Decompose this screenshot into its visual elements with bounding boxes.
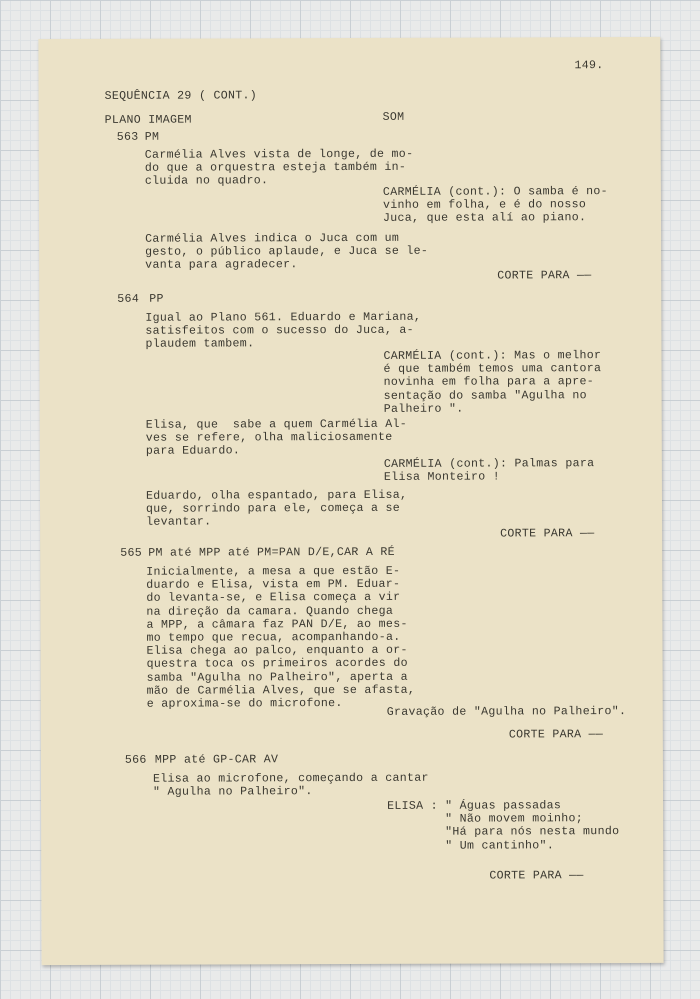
shot-563-heading: PM <box>144 130 160 144</box>
shot-565-transition: CORTE PARA —— <box>508 728 604 742</box>
shot-566-lyrics: " Águas passadas " Não movem moinho; "Há para nós nesta mundo " Um cantinho". <box>445 799 620 853</box>
shot-563-transition: CORTE PARA —— <box>497 269 592 283</box>
shot-564-image-text-3: Eduardo, olha espantado, para Elisa, que, sorrindo para ele, começa a se levantar. <box>145 488 408 530</box>
shot-566-transition: CORTE PARA —— <box>489 869 584 883</box>
column-header-sound: SOM <box>382 110 405 124</box>
shot-564-heading: PP <box>149 292 164 306</box>
page-number: 149. <box>574 59 604 73</box>
shot-565-heading: PM até MPP até PM=PAN D/E,CAR A RÉ <box>148 545 395 560</box>
shot-563-image-text-1: Carmélia Alves vista de longe, de mo- do que a orquestra esteja também in- cluida no quadro. <box>144 147 414 189</box>
shot-566-number: 566 <box>124 753 147 767</box>
shot-563-sound-text: CARMÉLIA (cont.): O samba é no- vinho em folha, e é do nosso Juca, que esta alí ao piano. <box>382 185 608 226</box>
shot-564-image-text-2: Elisa, que sabe a quem Carmélia Al- ves se refere, olha maliciosamente para Eduardo. <box>145 417 408 459</box>
shot-566-speaker: ELISA : <box>387 799 438 813</box>
shot-564-transition: CORTE PARA —— <box>500 527 595 541</box>
shot-564-image-text-1: Igual ao Plano 561. Eduardo e Mariana, satisfeitos com o sucesso do Juca, a- plaudem tambem. <box>145 310 422 352</box>
shot-564-sound-text-1: CARMÉLIA (cont.): Mas o melhor é que também temos uma cantora novinha em folha para a apre- sentação do samba "Agulha no Palheiro ". <box>383 349 602 416</box>
shot-565-sound-text: Gravação de "Agulha no Palheiro". <box>386 705 627 719</box>
script-page <box>38 37 663 965</box>
shot-564-number: 564 <box>117 292 140 306</box>
shot-566-heading: MPP até GP-CAR AV <box>154 753 279 767</box>
shot-565-number: 565 <box>120 546 142 560</box>
shot-566-image-text: Elisa ao microfone, começando a cantar " Agulha no Palheiro". <box>152 771 429 799</box>
shot-564-sound-text-2: CARMÉLIA (cont.): Palmas para Elisa Monteiro ! <box>383 457 595 485</box>
sequence-title: SEQUÊNCIA 29 ( CONT.) <box>104 89 258 103</box>
column-header-image: PLANO IMAGEM <box>104 113 192 127</box>
shot-563-number: 563 <box>116 130 139 144</box>
shot-563-image-text-2: Carmélia Alves indica o Juca com um gesto, o público aplaude, e Juca se le- vanta para agradecer. <box>145 231 429 273</box>
shot-565-image-text: Inicialmente, a mesa a que estão E- duardo e Elisa, vista em PM. Eduar- do levanta-se, e Elisa começa a vir na direção da camara. Quando chega a MPP, a câmara faz PAN D/E, ao mes- mo tempo que recua, acompanhando-a. Elisa chega ao palco, enquanto a or- questra toca os primeiros acordes do samba "Agulha no Palheiro", aperta a mão de Carmélia Alves, que se afasta, e aproxima-se do microfone. <box>146 564 416 711</box>
